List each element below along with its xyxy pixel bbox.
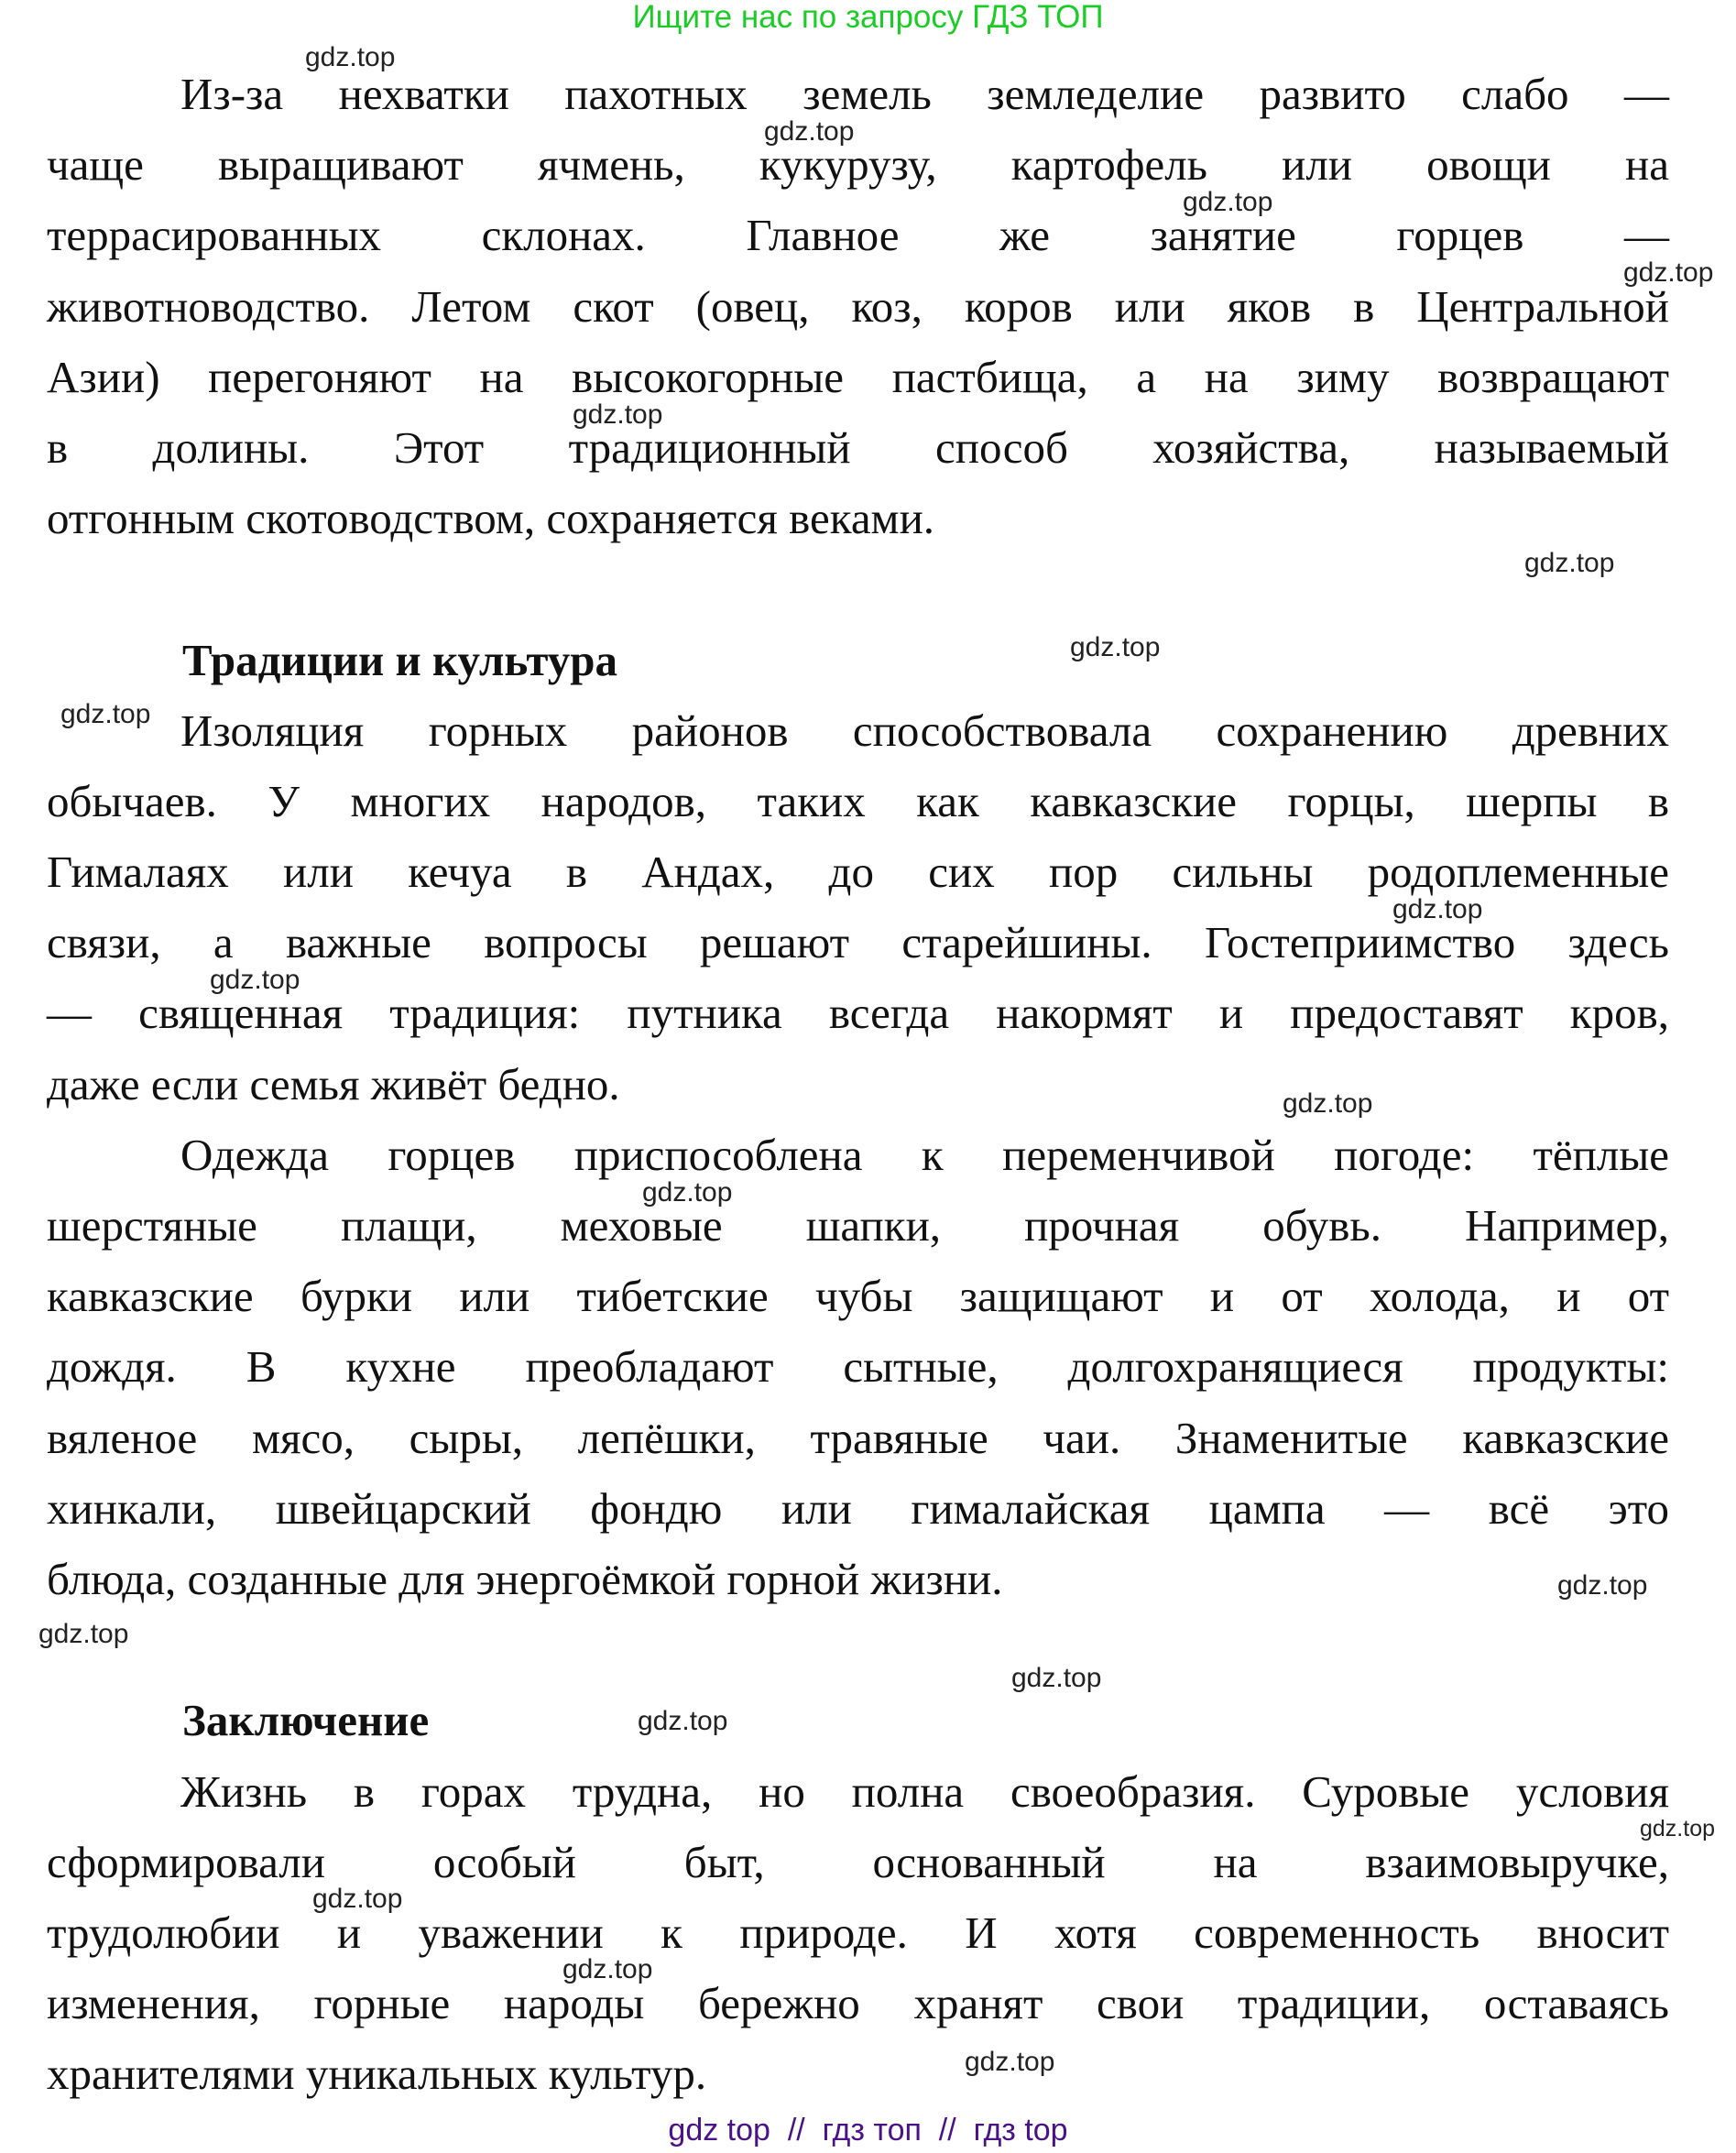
watermark: gdz.top xyxy=(1623,257,1714,288)
text-line: чаще выращивают ячмень, кукурузу, картофель или овощи на xyxy=(47,139,1669,191)
text-line: сформировали особый быт, основанный на взаимовыручке, xyxy=(47,1836,1669,1887)
text-line: вяленое мясо, сыры, лепёшки, травяные чаи. Знаменитые кавказские xyxy=(47,1412,1669,1463)
text-line: — священная традиция: путника всегда накормят и предоставят кров, xyxy=(47,988,1669,1039)
text-line: Гималаях или кечуа в Андах, до сих пор сильны родоплеменные xyxy=(47,847,1669,898)
text-line: обычаев. У многих народов, таких как кавказские горцы, шерпы в xyxy=(47,775,1669,826)
watermark: gdz.top xyxy=(1392,894,1483,924)
footer-watermark: gdz top // гдз топ // гдз top xyxy=(668,2113,1068,2148)
text-line: Азии) перегоняют на высокогорные пастбища, а на зиму возвращают xyxy=(47,351,1669,402)
text-line: даже если семья живёт бедно. xyxy=(47,1058,620,1109)
text-line: Жизнь в горах трудна, но полна своеобразия. Суровые условия xyxy=(180,1765,1669,1817)
watermark: gdz.top xyxy=(764,116,855,147)
watermark: gdz.top xyxy=(1640,1816,1716,1842)
watermark: gdz.top xyxy=(38,1619,129,1649)
watermark: gdz.top xyxy=(1524,548,1615,578)
paragraph-farming xyxy=(47,59,1669,553)
text-line: связи, а важные вопросы решают старейшины. Гостеприимство здесь xyxy=(47,917,1669,968)
text-line: хинкали, швейцарский фондю или гималайская цампа — всё это xyxy=(47,1482,1669,1534)
search-banner: Ищите нас по запросу ГДЗ ТОП xyxy=(632,0,1104,35)
text-line: Из-за нехватки пахотных земель земледелие развито слабо — xyxy=(180,69,1669,119)
watermark: gdz.top xyxy=(1283,1088,1373,1119)
text-line: животноводство. Летом скот (овец, коз, коров или яков в Центральной xyxy=(47,280,1669,332)
watermark: gdz.top xyxy=(562,1954,653,1984)
text-line: в долины. Этот традиционный способ хозяйства, называемый xyxy=(47,421,1669,473)
text-line: блюда, созданные для энергоёмкой горной жизни. xyxy=(47,1553,1003,1604)
text-line: Одежда горцев приспособлена к переменчивой погоде: тёплые xyxy=(180,1129,1669,1180)
text-line: хранителями уникальных культур. xyxy=(47,2049,707,2100)
watermark: gdz.top xyxy=(1011,1663,1102,1693)
watermark: gdz.top xyxy=(210,965,300,995)
text-line: шерстяные плащи, меховые шапки, прочная обувь. Например, xyxy=(47,1200,1669,1251)
paragraph-clothing-cuisine xyxy=(47,1120,1669,1614)
watermark: gdz.top xyxy=(1183,187,1273,217)
text-line: отгонным скотоводством, сохраняется веками. xyxy=(47,493,935,544)
watermark: gdz.top xyxy=(305,42,396,72)
watermark: gdz.top xyxy=(965,2047,1055,2077)
text-line: Изоляция горных районов способствовала сохранению древних xyxy=(180,705,1669,756)
text-line: дождя. В кухне преобладают сытные, долгохранящиеся продукты: xyxy=(47,1341,1669,1393)
watermark: gdz.top xyxy=(642,1177,733,1208)
text-line: изменения, горные народы бережно хранят свои традиции, оставаясь xyxy=(47,1978,1669,2029)
watermark: gdz.top xyxy=(312,1884,403,1914)
watermark: gdz.top xyxy=(1070,632,1161,662)
watermark: gdz.top xyxy=(638,1706,728,1736)
text-line: кавказские бурки или тибетские чубы защищают и от холода, и от xyxy=(47,1271,1669,1322)
section-heading-traditions: Традиции и культура xyxy=(182,634,618,685)
text-line: террасированных склонах. Главное же занятие горцев — xyxy=(47,210,1669,261)
watermark: gdz.top xyxy=(60,699,151,729)
paragraph-conclusion xyxy=(47,1756,1669,2110)
document-body xyxy=(47,59,1669,2109)
text-line: трудолюбии и уважении к природе. И хотя современность вносит xyxy=(47,1907,1669,1958)
watermark: gdz.top xyxy=(1557,1570,1648,1601)
section-heading-conclusion: Заключение xyxy=(182,1695,430,1746)
watermark: gdz.top xyxy=(573,399,663,430)
